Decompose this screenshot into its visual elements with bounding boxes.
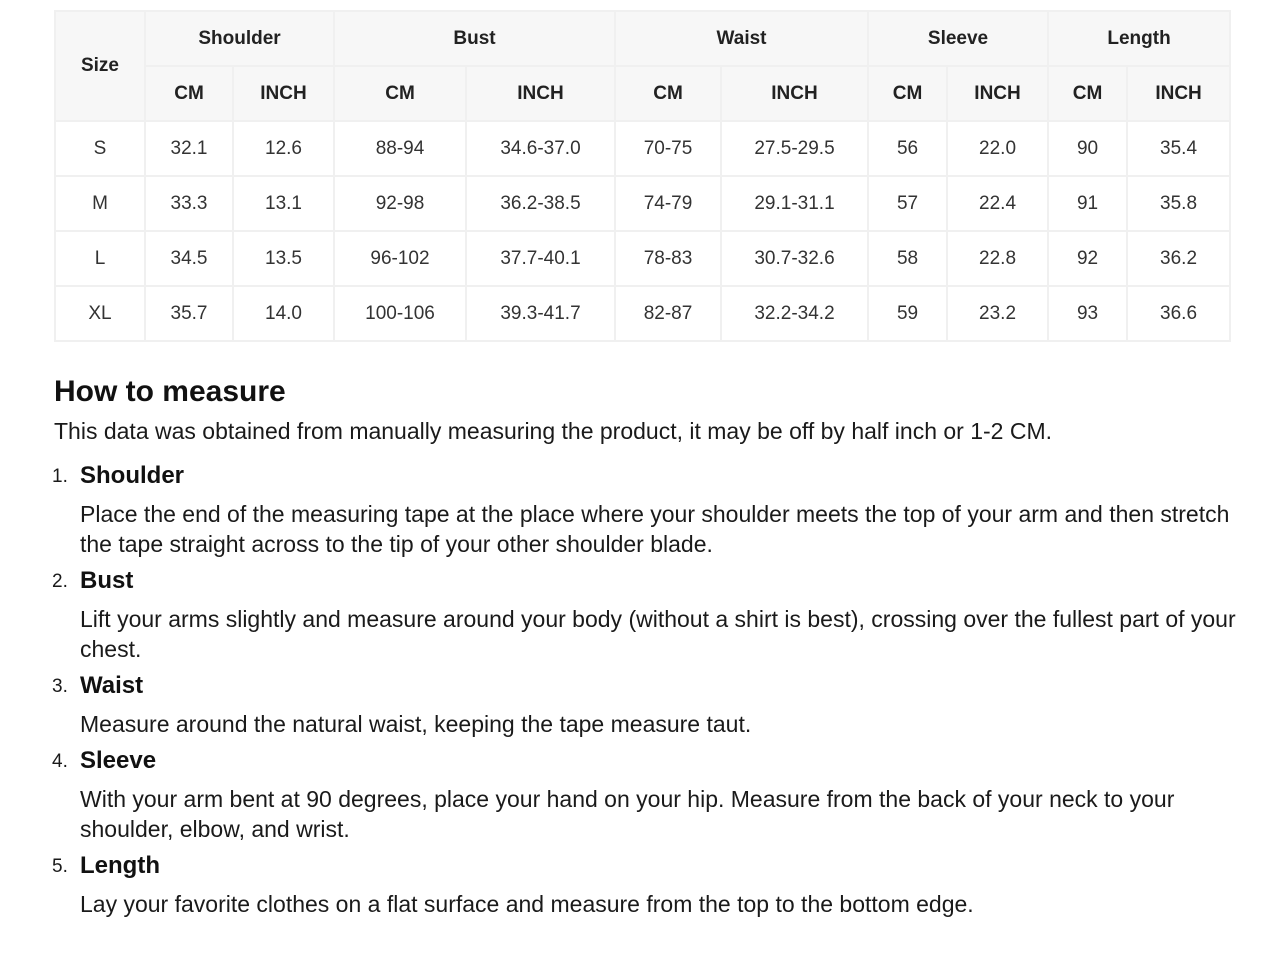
table-cell: 57 <box>868 176 947 231</box>
unit-header: INCH <box>233 66 334 121</box>
table-cell: 82-87 <box>615 286 721 341</box>
table-cell: 35.7 <box>145 286 233 341</box>
step-title: Waist <box>80 672 144 699</box>
measure-step-shoulder <box>54 461 1244 559</box>
step-number: 4. <box>52 751 68 772</box>
step-title: Sleeve <box>80 747 157 774</box>
table-cell: 96-102 <box>334 231 466 286</box>
measure-step-sleeve <box>54 746 1244 844</box>
group-header-row <box>55 11 1230 66</box>
table-cell: 34.6-37.0 <box>466 121 615 176</box>
table-cell: 35.8 <box>1127 176 1230 231</box>
table-cell: 100-106 <box>334 286 466 341</box>
table-cell: 22.4 <box>947 176 1048 231</box>
table-row <box>55 176 1230 231</box>
table-cell: 92 <box>1048 231 1127 286</box>
table-cell: 88-94 <box>334 121 466 176</box>
table-cell: 13.5 <box>233 231 334 286</box>
table-cell: 13.1 <box>233 176 334 231</box>
measurement-note: This data was obtained from manually measuring the product, it may be off by half inch or 1-2 CM. <box>54 418 1053 444</box>
step-number: 3. <box>52 676 68 697</box>
table-cell: 33.3 <box>145 176 233 231</box>
table-cell: 93 <box>1048 286 1127 341</box>
table-cell: 56 <box>868 121 947 176</box>
table-cell: 37.7-40.1 <box>466 231 615 286</box>
unit-header: CM <box>334 66 466 121</box>
step-description: Measure around the natural waist, keeping the tape measure taut. <box>80 711 752 737</box>
step-number: 5. <box>52 856 68 877</box>
step-title: Length <box>80 852 160 879</box>
table-cell: 59 <box>868 286 947 341</box>
table-cell: 27.5-29.5 <box>721 121 868 176</box>
step-description: Lay your favorite clothes on a flat surface and measure from the top to the bottom edge. <box>80 891 974 917</box>
unit-header: CM <box>868 66 947 121</box>
size-cell: L <box>55 231 145 286</box>
table-cell: 78-83 <box>615 231 721 286</box>
section-title: How to measure <box>54 375 286 408</box>
step-description: Place the end of the measuring tape at the place where your shoulder meets the top of your arm and then stretch the tape straight across to the tip of your other shoulder blade. <box>80 501 1230 557</box>
size-cell: M <box>55 176 145 231</box>
group-header-waist: Waist <box>615 11 868 66</box>
table-cell: 12.6 <box>233 121 334 176</box>
unit-header: INCH <box>721 66 868 121</box>
measure-step-bust <box>54 566 1244 664</box>
unit-header: INCH <box>1127 66 1230 121</box>
table-cell: 74-79 <box>615 176 721 231</box>
unit-header: CM <box>1048 66 1127 121</box>
table-row <box>55 231 1230 286</box>
table-row <box>55 121 1230 176</box>
table-cell: 34.5 <box>145 231 233 286</box>
how-to-measure-section <box>54 372 1244 926</box>
table-cell: 30.7-32.6 <box>721 231 868 286</box>
table-cell: 39.3-41.7 <box>466 286 615 341</box>
table-cell: 91 <box>1048 176 1127 231</box>
table-row <box>55 286 1230 341</box>
step-title: Bust <box>80 567 134 594</box>
table-cell: 29.1-31.1 <box>721 176 868 231</box>
table-cell: 14.0 <box>233 286 334 341</box>
table-cell: 36.2 <box>1127 231 1230 286</box>
step-number: 2. <box>52 571 68 592</box>
group-header-bust: Bust <box>334 11 615 66</box>
table-cell: 23.2 <box>947 286 1048 341</box>
size-chart-body <box>55 121 1230 341</box>
unit-header: INCH <box>947 66 1048 121</box>
step-title: Shoulder <box>80 462 185 489</box>
measure-steps-list <box>54 461 1244 919</box>
size-cell: S <box>55 121 145 176</box>
table-cell: 22.0 <box>947 121 1048 176</box>
table-cell: 70-75 <box>615 121 721 176</box>
measure-step-waist <box>54 671 1244 739</box>
table-cell: 36.2-38.5 <box>466 176 615 231</box>
table-cell: 58 <box>868 231 947 286</box>
group-header-sleeve: Sleeve <box>868 11 1048 66</box>
table-cell: 92-98 <box>334 176 466 231</box>
group-header-shoulder: Shoulder <box>145 11 334 66</box>
unit-header: CM <box>145 66 233 121</box>
unit-header: INCH <box>466 66 615 121</box>
table-cell: 35.4 <box>1127 121 1230 176</box>
size-chart-table <box>54 10 1231 342</box>
table-cell: 36.6 <box>1127 286 1230 341</box>
size-chart-header <box>55 11 1230 121</box>
table-cell: 22.8 <box>947 231 1048 286</box>
table-cell: 32.2-34.2 <box>721 286 868 341</box>
group-header-length: Length <box>1048 11 1230 66</box>
size-column-header: Size <box>55 11 145 121</box>
table-cell: 32.1 <box>145 121 233 176</box>
unit-header: CM <box>615 66 721 121</box>
measure-step-length <box>54 851 1244 919</box>
table-cell: 90 <box>1048 121 1127 176</box>
step-number: 1. <box>52 466 68 487</box>
step-description: Lift your arms slightly and measure around your body (without a shirt is best), crossing over the fullest part of your chest. <box>80 606 1236 662</box>
step-description: With your arm bent at 90 degrees, place your hand on your hip. Measure from the back of your neck to your shoulder, elbow, and wrist. <box>80 786 1175 842</box>
unit-header-row <box>55 66 1230 121</box>
size-cell: XL <box>55 286 145 341</box>
